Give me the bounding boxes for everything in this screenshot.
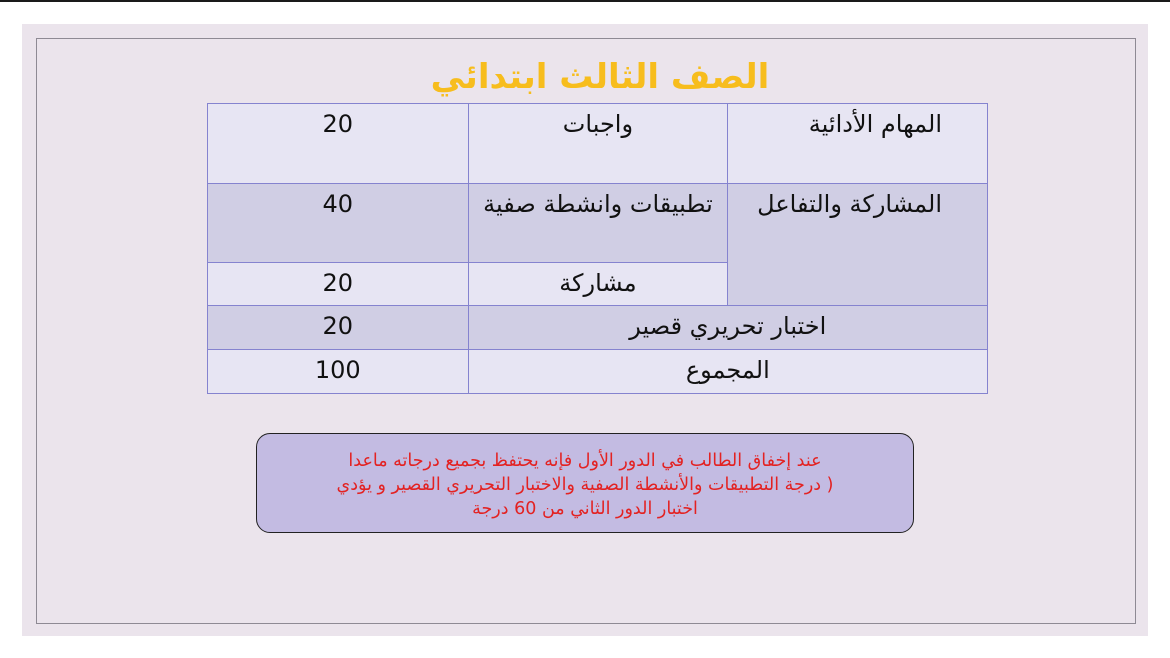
score-cell: 20 bbox=[208, 306, 469, 350]
note-line: ( درجة التطبيقات والأنشطة الصفية والاختبار التحريري القصير و يؤدي bbox=[336, 475, 834, 495]
top-border bbox=[0, 0, 1170, 2]
item-cell: مشاركة bbox=[468, 263, 728, 306]
total-score-cell: 100 bbox=[208, 350, 469, 394]
note-line: عند إخفاق الطالب في الدور الأول فإنه يحتفظ بجميع درجاته ماعدا bbox=[348, 451, 822, 471]
score-cell: 20 bbox=[208, 104, 469, 184]
table-row bbox=[208, 104, 988, 184]
item-cell: تطبيقات وانشطة صفية bbox=[468, 184, 728, 263]
item-cell: واجبات bbox=[468, 104, 728, 184]
note-box bbox=[256, 433, 914, 533]
note-line: اختبار الدور الثاني من 60 درجة bbox=[472, 499, 698, 519]
item-cell: اختبار تحريري قصير bbox=[468, 306, 987, 350]
slide-title: الصف الثالث ابتدائي bbox=[430, 57, 770, 97]
table-row bbox=[208, 350, 988, 394]
table-row bbox=[208, 184, 988, 263]
grades-table bbox=[207, 103, 988, 394]
total-label-cell: المجموع bbox=[468, 350, 987, 394]
table-row bbox=[208, 306, 988, 350]
score-cell: 40 bbox=[208, 184, 469, 263]
category-cell: المهام الأدائية bbox=[728, 104, 988, 184]
category-cell: المشاركة والتفاعل bbox=[728, 184, 988, 306]
score-cell: 20 bbox=[208, 263, 469, 306]
